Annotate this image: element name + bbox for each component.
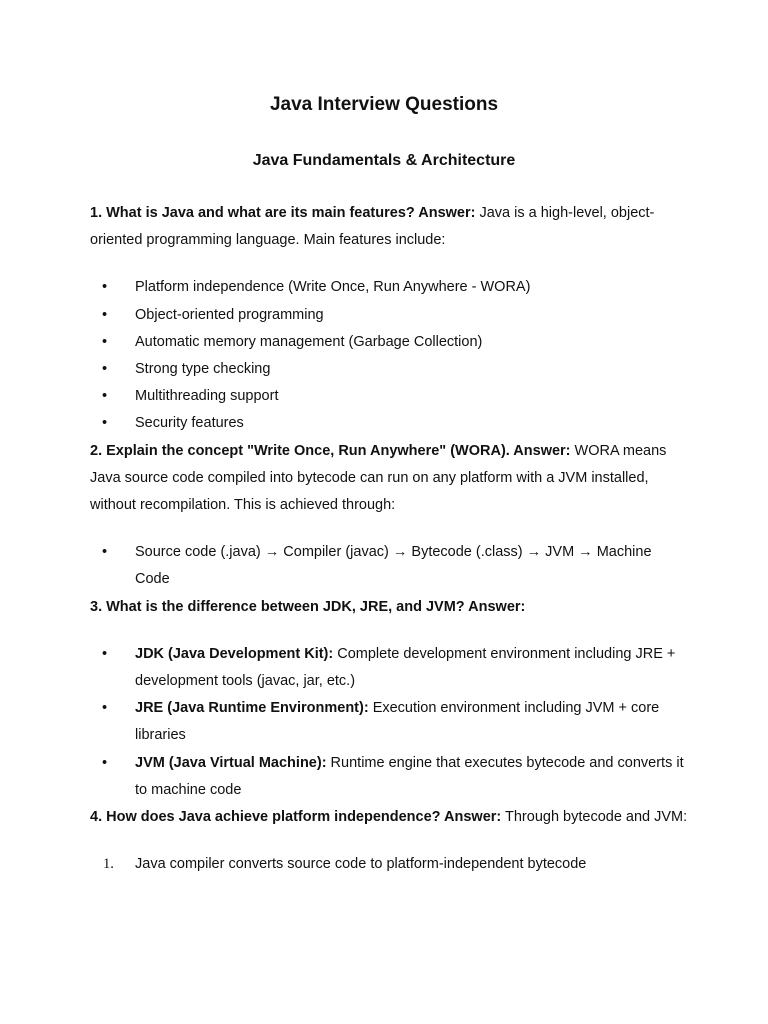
list-item: • JRE (Java Runtime Environment): Execution environment including JVM + core libraries [90, 695, 690, 749]
bullet-icon: • [102, 700, 108, 717]
bullet-icon: • [102, 754, 108, 771]
bullet-icon: • [102, 645, 108, 662]
list-item: • JDK (Java Development Kit): Complete development environment including JRE + development tools (javac, jar, etc.) [90, 641, 690, 695]
list-item: • Source code (.java) → Compiler (javac) → Bytecode (.class) → JVM → Machine Code [90, 539, 690, 593]
term-jvm: JVM (Java Virtual Machine): [135, 754, 327, 771]
list-item: • Multithreading support [90, 383, 690, 410]
question-2 [90, 438, 690, 520]
question-3 [90, 594, 690, 621]
list-item: • Platform independence (Write Once, Run Anywhere - WORA) [90, 274, 690, 301]
list-item: 1. Java compiler converts source code to platform-independent bytecode [90, 851, 690, 878]
list-item: • Security features [90, 410, 690, 437]
question-2-prompt: 2. Explain the concept "Write Once, Run Anywhere" (WORA). Answer: [90, 442, 571, 459]
question-1-prompt: 1. What is Java and what are its main features? Answer: [90, 205, 476, 221]
bullet-icon: • [102, 333, 108, 350]
term-jdk: JDK (Java Development Kit): [135, 645, 334, 662]
bullet-icon: • [102, 388, 108, 405]
section-heading: Java Fundamentals & Architecture [252, 152, 516, 169]
question-4 [90, 804, 690, 831]
bullet-icon: • [102, 306, 108, 323]
question-1 [90, 200, 690, 254]
bullet-icon: • [102, 279, 108, 296]
question-2-answer: WORA means Java source code compiled into bytecode can run on any platform with a JVM installed, without recompilation. This is achieved through: [90, 442, 667, 514]
list-item: • Strong type checking [90, 356, 690, 383]
question-1-bullet-list [90, 274, 690, 437]
term-jre: JRE (Java Runtime Environment): [135, 700, 369, 717]
bullet-icon: • [102, 361, 108, 378]
question-3-prompt: 3. What is the difference between JDK, JRE, and JVM? Answer: [90, 598, 526, 615]
bullet-icon: • [102, 415, 108, 432]
list-number: 1. [103, 856, 114, 873]
question-2-bullet-list [90, 539, 690, 593]
document-body [90, 200, 690, 878]
list-item: • JVM (Java Virtual Machine): Runtime engine that executes bytecode and converts it to machine code [90, 750, 690, 804]
document-title: Java Interview Questions [269, 94, 499, 115]
question-4-numbered-list [90, 851, 690, 878]
question-3-bullet-list [90, 641, 690, 804]
question-1-answer: Java is a high-level, object-oriented programming language. Main features include: [90, 205, 655, 249]
list-item: • Automatic memory management (Garbage Collection) [90, 329, 690, 356]
bullet-icon: • [102, 544, 108, 561]
question-4-prompt: 4. How does Java achieve platform independence? Answer: [90, 809, 502, 826]
list-item: • Object-oriented programming [90, 302, 690, 329]
question-4-answer: Through bytecode and JVM: [501, 809, 688, 826]
